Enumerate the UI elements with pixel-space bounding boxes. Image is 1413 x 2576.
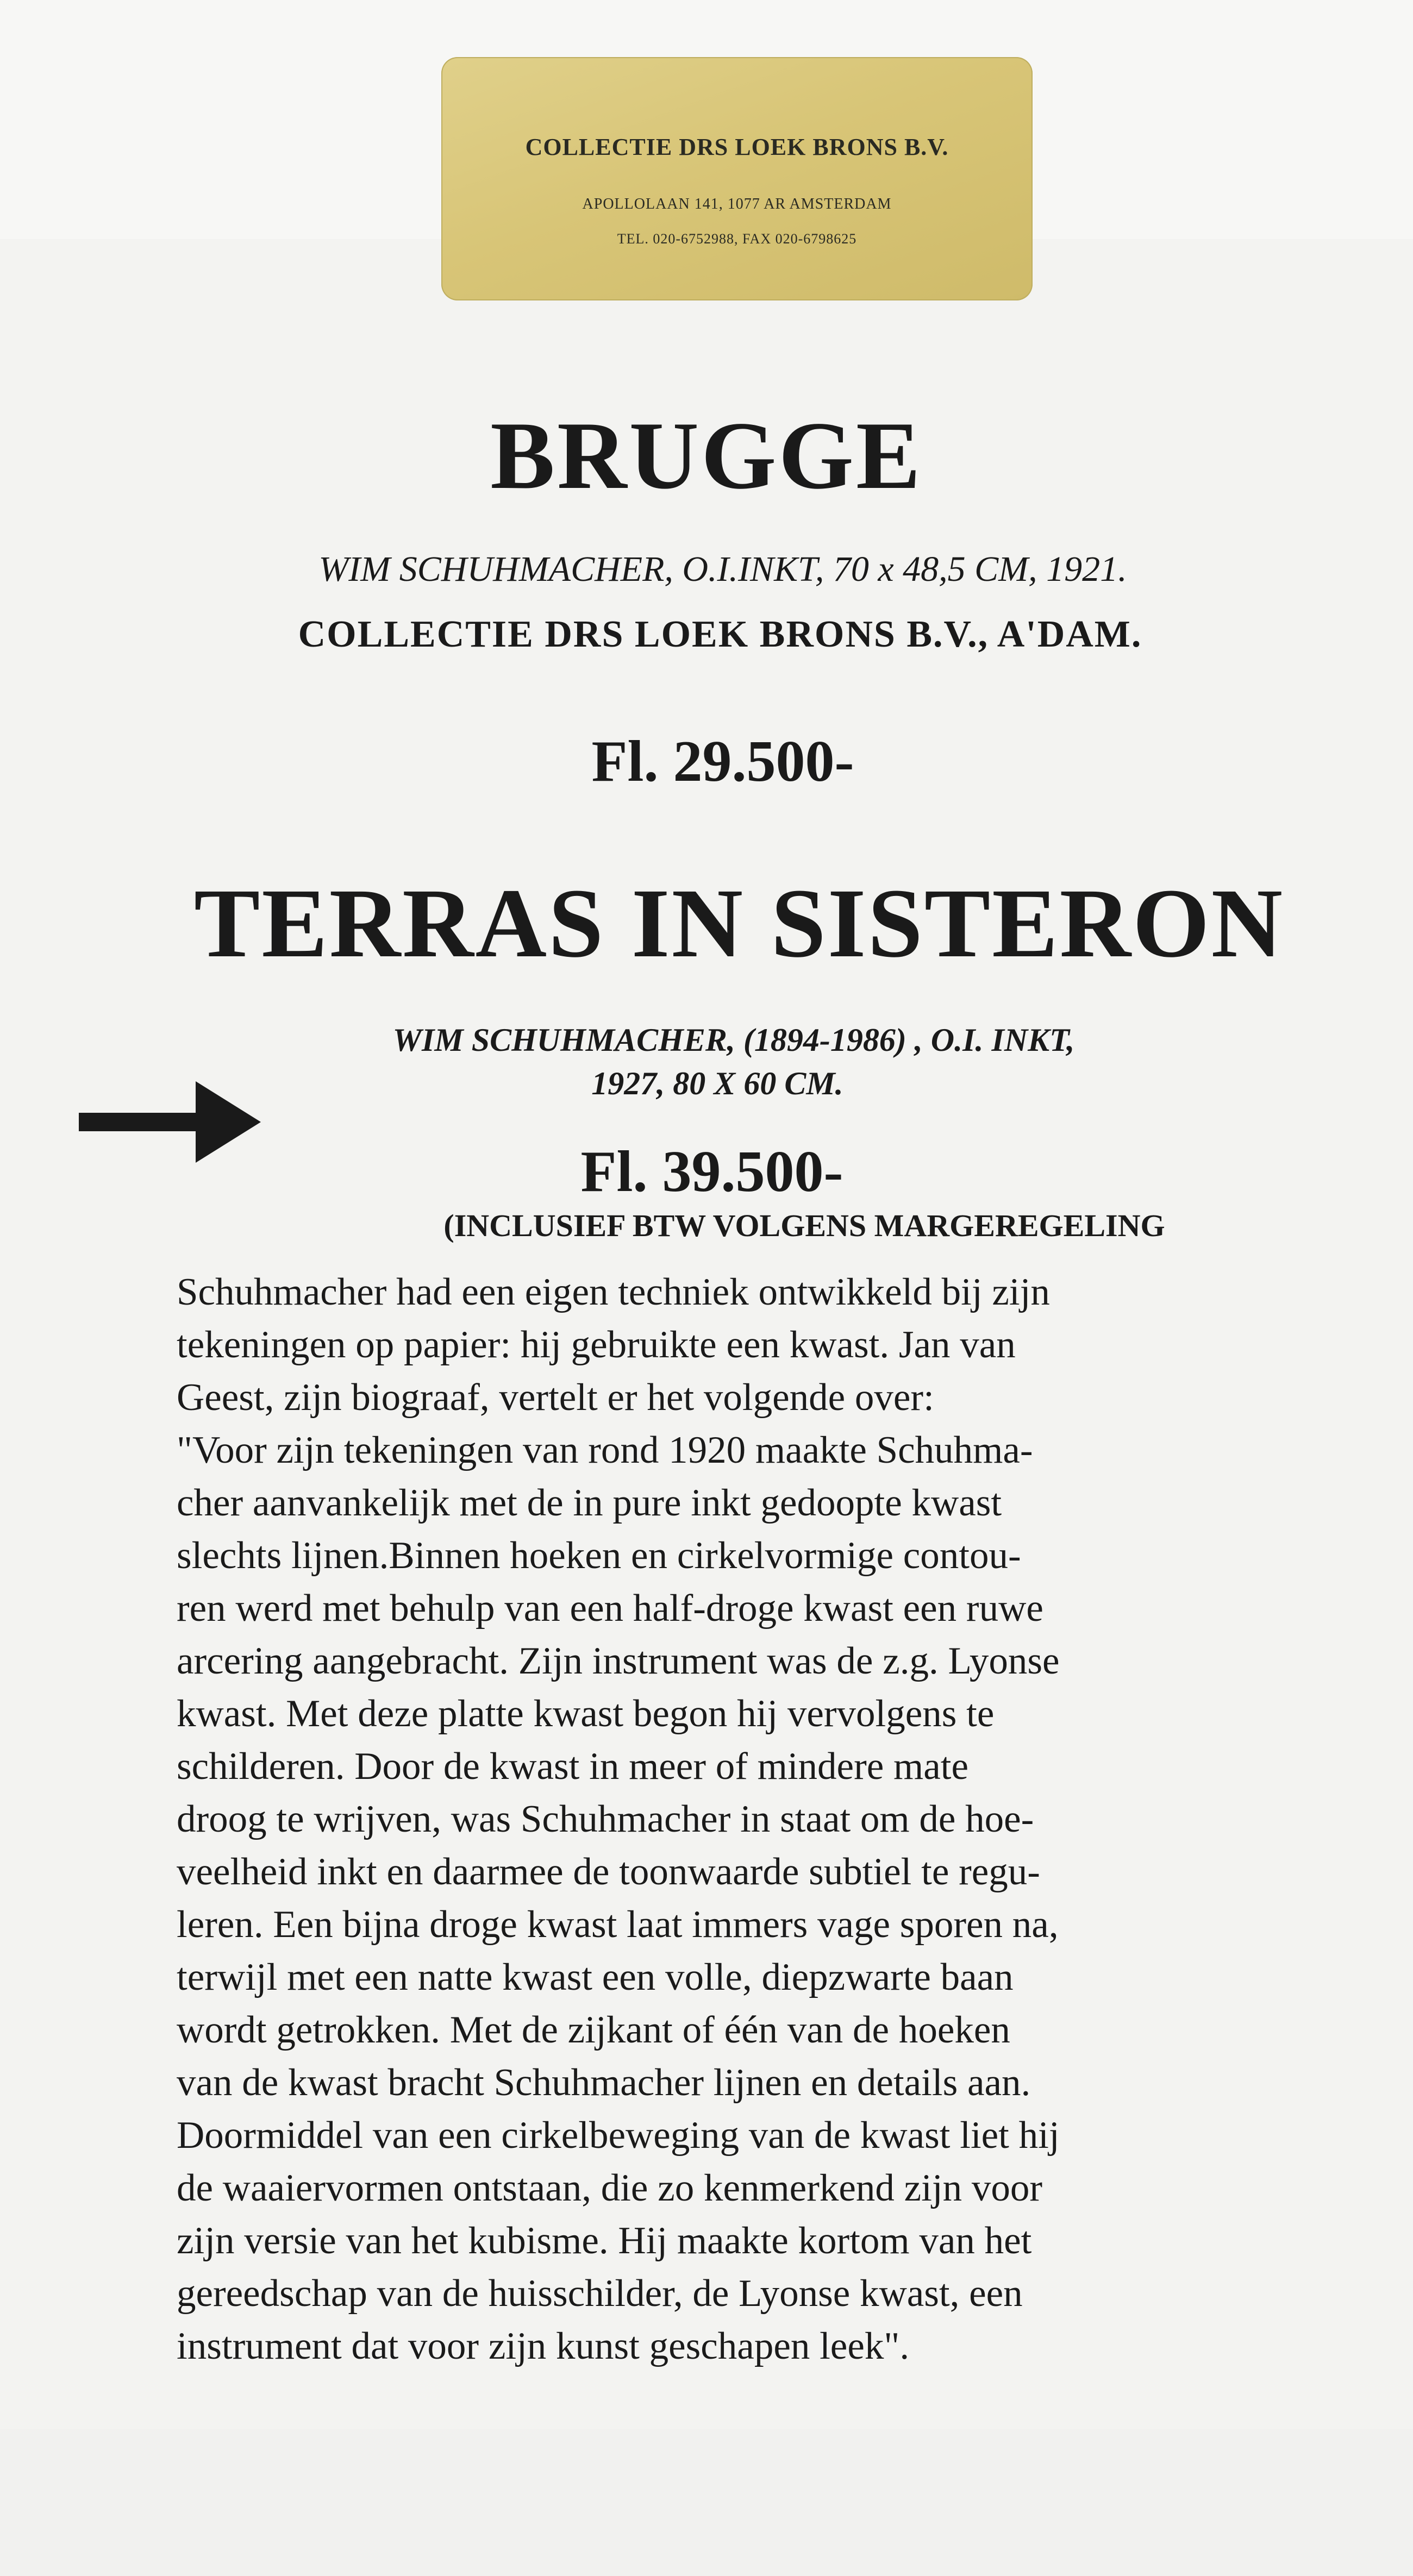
- footer-band: [0, 2429, 1413, 2576]
- description-line: kwast. Met deze platte kwast begon hij vervolgens te: [177, 1693, 995, 1735]
- artwork-title-brugge: BRUGGE: [490, 402, 923, 509]
- vat-note: (INCLUSIEF BTW VOLGENS MARGEREGELING: [443, 1208, 1165, 1243]
- description-line: droog te wrijven, was Schuhmacher in staat om de hoe-: [177, 1798, 1034, 1840]
- description-line: terwijl met een natte kwast een volle, diepzwarte baan: [177, 1956, 1014, 1998]
- description-line: slechts lijnen.Binnen hoeken en cirkelvormige contou-: [177, 1534, 1021, 1577]
- artwork-details-terras-line1: WIM SCHUHMACHER, (1894-1986) , O.I. INKT,: [392, 1022, 1075, 1058]
- description-line: Doormiddel van een cirkelbeweging van de kwast liet hij: [177, 2114, 1060, 2157]
- description-paragraph: [177, 1266, 1253, 2373]
- label-address: APOLLOLAAN 141, 1077 AR AMSTERDAM: [582, 196, 892, 212]
- description-line: cher aanvankelijk met de in pure inkt gedoopte kwast: [177, 1482, 1002, 1524]
- description-line: Geest, zijn biograaf, vertelt er het volgende over:: [177, 1376, 934, 1419]
- description-line: Schuhmacher had een eigen techniek ontwikkeld bij zijn: [177, 1271, 1050, 1313]
- description-line: leren. Een bijna droge kwast laat immers vage sporen na,: [177, 1903, 1059, 1946]
- description-line: wordt getrokken. Met de zijkant of één van de hoeken: [177, 2009, 1010, 2051]
- description-line: veelheid inkt en daarmee de toonwaarde subtiel te regu-: [177, 1851, 1040, 1893]
- price-terras: Fl. 39.500-: [580, 1139, 843, 1204]
- label-phone: TEL. 020-6752988, FAX 020-6798625: [617, 231, 857, 247]
- description-line: "Voor zijn tekeningen van rond 1920 maakte Schuhma-: [177, 1429, 1033, 1471]
- description-line: de waaiervormen ontstaan, die zo kenmerkend zijn voor: [177, 2167, 1042, 2209]
- label-company-name: COLLECTIE DRS LOEK BRONS B.V.: [525, 134, 949, 160]
- description-line: ren werd met behulp van een half-droge kwast een ruwe: [177, 1587, 1043, 1629]
- description-line: gereedschap van de huisschilder, de Lyonse kwast, een: [177, 2272, 1023, 2315]
- artwork-details-brugge: WIM SCHUHMACHER, O.I.INKT, 70 x 48,5 CM, 1921.: [318, 549, 1127, 589]
- description-line: zijn versie van het kubisme. Hij maakte kortom van het: [177, 2220, 1032, 2262]
- description-line: schilderen. Door de kwast in meer of mindere mate: [177, 1745, 968, 1788]
- description-line: van de kwast bracht Schuhmacher lijnen en details aan.: [177, 2061, 1031, 2104]
- artwork-details-terras-line2: 1927, 80 X 60 CM.: [591, 1066, 843, 1101]
- collection-line: COLLECTIE DRS LOEK BRONS B.V., A'DAM.: [298, 613, 1142, 655]
- collection-label-sticker: [441, 57, 1033, 300]
- description-line: tekeningen op papier: hij gebruikte een kwast. Jan van: [177, 1324, 1016, 1366]
- description-line: arcering aangebracht. Zijn instrument was de z.g. Lyonse: [177, 1640, 1060, 1682]
- artwork-title-terras: TERRAS IN SISTERON: [193, 869, 1285, 978]
- description-line: instrument dat voor zijn kunst geschapen leek".: [177, 2325, 910, 2367]
- price-brugge: Fl. 29.500-: [591, 729, 854, 794]
